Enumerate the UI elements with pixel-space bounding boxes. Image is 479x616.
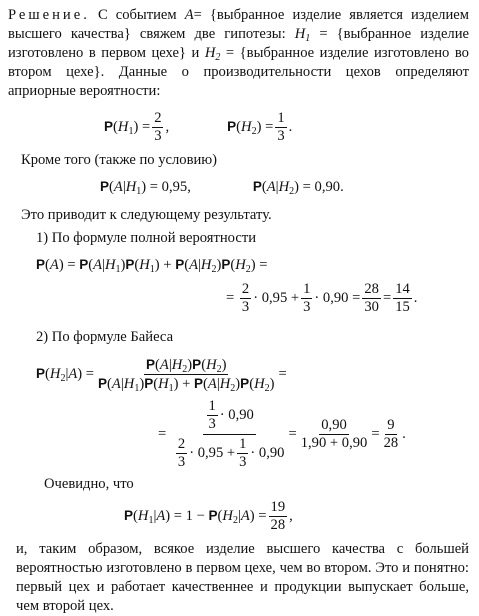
total-probability-line1: $P(A) = P(A|H_1)P(H_1) + P(A|H_2)P(H_2)$ = [36,257,268,275]
paragraph-conclusion: и, таким образом, всякое изделие высшего качества с большей вероятностью изготовлено в первом цехе, чем во втором. Это и понятно: первый цех и работает качественнее и продукции выпускает больше, чем второй цех. [16,541,469,614]
bayes-line2: = $\frac{1}{3}$ · 0,90 $\frac{2}{3}$ · 0,95 + $\frac{1}{3}$ · 0,90 = $\frac{0,90}{1,90 + 0,90}$ = $\frac{9}{28}$ . [158,397,406,470]
paragraph-obvious: Очевидно, что [44,476,134,492]
prior-probabilities: $P(H_1)$ = $\frac{2}{3}$ , $P(H_2)$ = $\frac{1}{3}$ . [104,109,293,144]
item-total-probability: 1) По формуле полной вероятности [36,230,257,246]
fraction: $\frac{2}{3}$ [154,109,162,144]
conditional-probabilities: $P(A|H_1) = 0,95$, $P(A|H_2) = 0,90$. [100,179,344,197]
bayes-line1: $P(H_2|A)$ = $\frac{P(A|H_2)P(H_2)}{P(A|H_1)P(H_1) + P(A|H_2)P(H_2)}$ = [36,356,287,394]
solution-label: Решение. [8,7,90,23]
paragraph-condition: Кроме того (также по условию) [21,152,218,168]
paragraph-intro: Решение. С событием A= {выбранное изделие является изделием высшего качества} свяжем две гипотезы: $H_1$ = {выбранное изделие изготовлено в первом цехе} и $H_2$ = {выбранное изделие изготовлено во втором цехе}. Данные о производительности цехов определяют априорные вероятности: [8,7,469,99]
obvious-equation: $P(H_1|A) = 1 - P(H_2|A)$ = $\frac{19}{28}$ , [124,498,293,533]
total-probability-line2: = $\frac{2}{3}$ · 0,95 + $\frac{1}{3}$ · 0,90 = $\frac{28}{30}$ = $\frac{14}{15}$ . [226,280,418,315]
paragraph-result: Это приводит к следующему результату. [21,207,272,223]
item-bayes: 2) По формуле Байеса [36,329,174,345]
bayes-fraction: $\frac{P(A|H_2)P(H_2)}{P(A|H_1)P(H_1) + P(A|H_2)P(H_2)}$ [98,356,275,394]
fraction: $\frac{1}{3}$ [277,109,285,144]
